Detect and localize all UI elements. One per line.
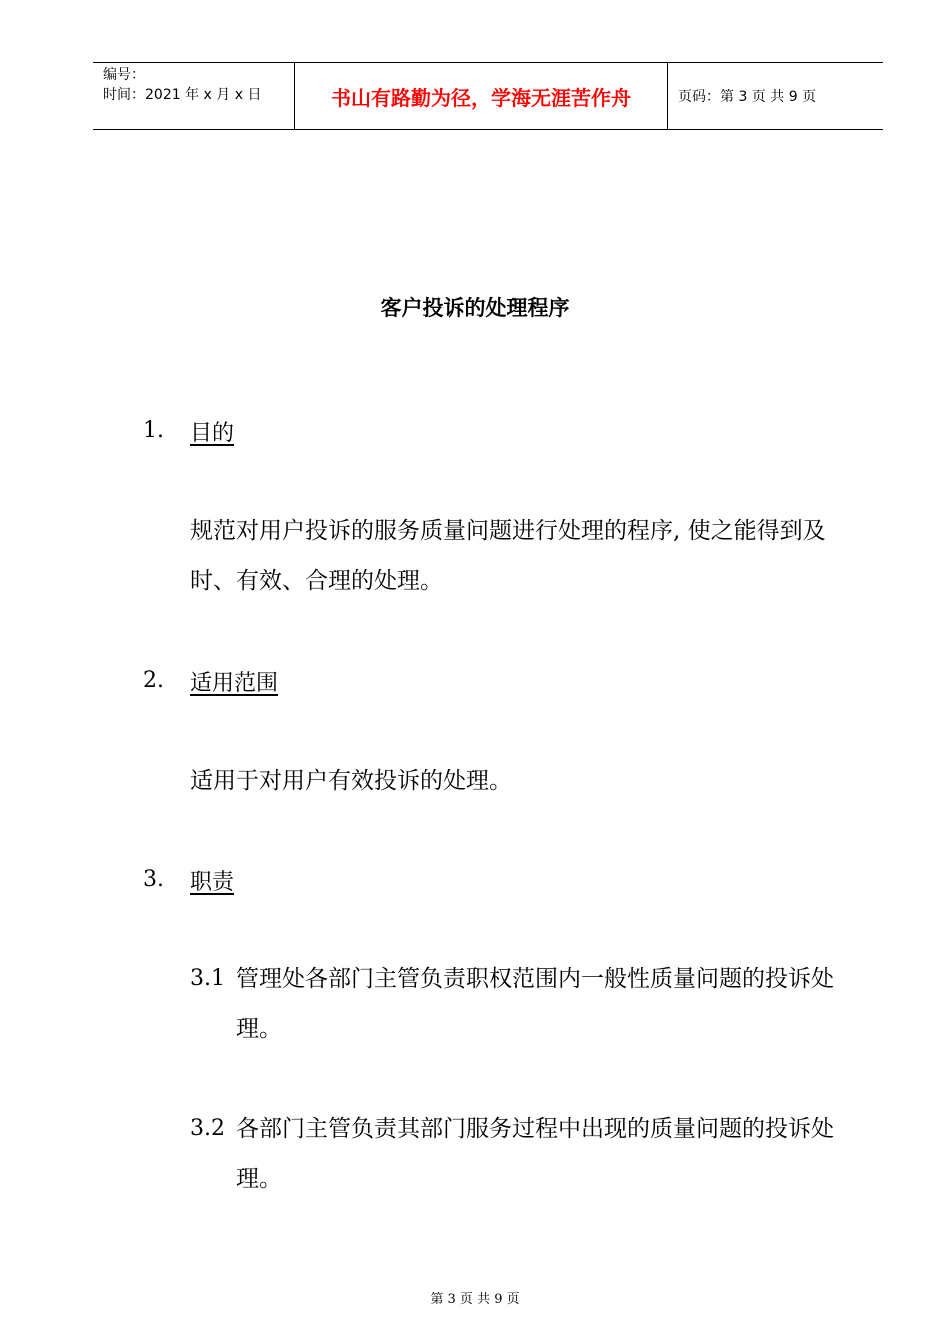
section-number: 3. [143,867,164,892]
header-motto: 书山有路勤为径，学海无涯苦作舟 [295,63,668,129]
page-footer: 第 3 页 共 9 页 [430,1292,520,1307]
header-meta [93,63,295,129]
section-heading-purpose: 目的 [190,421,235,446]
serial-label: 编号： [103,67,145,83]
section-number: 2. [143,668,164,693]
subsection-number: 3.2 [190,1116,225,1141]
page-header [93,62,883,130]
subsection-text: 各部门主管负责其部门服务过程中出现的质量问题的投诉处理。 [236,1116,834,1192]
section-heading-scope: 适用范围 [190,671,279,696]
time-label: 时间：2021 年 x 月 x 日 [103,87,262,103]
section-heading-responsibility: 职责 [190,870,235,895]
subsection-number: 3.1 [190,966,225,991]
subsection-text: 管理处各部门主管负责职权范围内一般性质量问题的投诉处理。 [236,966,834,1042]
section-number: 1. [143,418,164,443]
section-body-purpose: 规范对用户投诉的服务质量问题进行处理的程序, 使之能得到及时、有效、合理的处理。 [190,518,826,594]
document-title: 客户投诉的处理程序 [380,296,570,320]
header-page-info: 页码：第 3 页 共 9 页 [678,89,817,105]
section-body-scope: 适用于对用户有效投诉的处理。 [190,768,512,794]
